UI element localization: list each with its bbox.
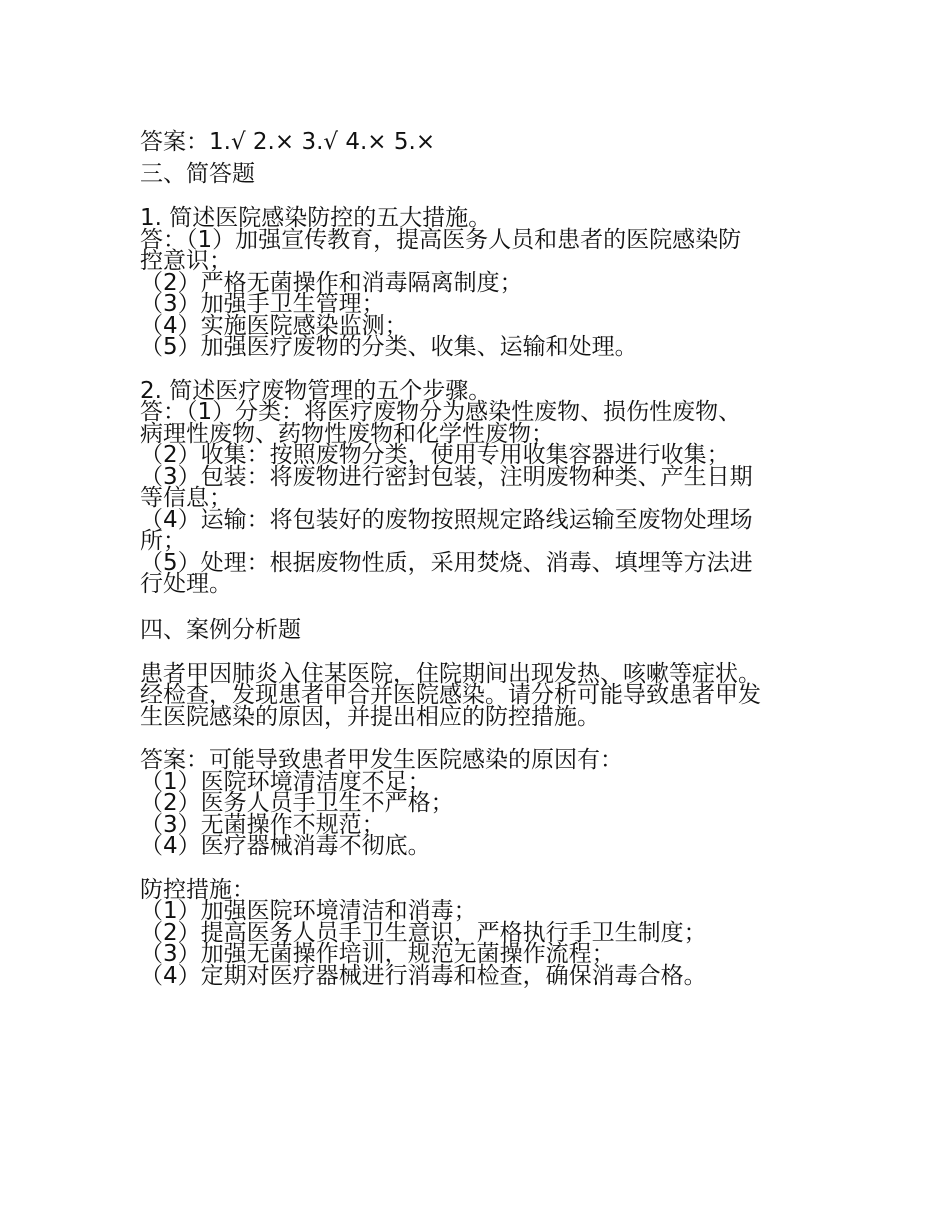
case-line: 生医院感染的原因，并提出相应的防控措施。 [140,703,600,730]
answer-line: 等信息； [140,485,232,511]
answer-line: （2）收集：按照废物分类，使用专用收集容器进行收集； [140,442,730,468]
case-description [140,660,820,730]
document-page [140,124,820,987]
answer-line: （4）实施医院感染监测； [140,312,408,339]
measure-line: （4）定期对医疗器械进行消毒和检查，确保消毒合格。 [140,962,707,989]
answer-line: 行处理。 [140,571,232,597]
answer-line: 答：（1）分类：将医疗废物分为感染性废物、损伤性废物、 [140,399,742,425]
question-1-title: 1. 简述医院感染防控的五大措施。 [140,205,492,231]
cause-line: （4）医疗器械消毒不彻底。 [140,833,431,859]
answer-line: （2）严格无菌操作和消毒隔离制度； [140,269,523,296]
case-line: 患者甲因肺炎入住某医院，住院期间出现发热、咳嗽等症状。 [140,660,761,687]
measure-line: （2）提高医务人员手卫生意识，严格执行手卫生制度； [140,919,707,946]
answer-line: 所； [140,528,186,554]
answer-line: （3）包装：将废物进行密封包装，注明废物种类、产生日期 [140,463,753,490]
section-heading-case-analysis: 四、案例分析题 [140,616,301,643]
answer-line: （3）加强手卫生管理； [140,291,385,317]
question-2-block [140,377,820,597]
section-heading-short-answer: 三、简答题 [140,161,255,187]
measure-line: （1）加强医院环境清洁和消毒； [140,898,477,924]
cause-line: （2）医务人员手卫生不严格； [140,790,454,816]
answer-line: （4）运输：将包装好的废物按照规定路线运输至废物处理场 [140,506,753,533]
question-1-block [140,205,820,360]
answer-line: 病理性废物、药物性废物和化学性废物； [140,420,554,447]
cause-line: 答案：可能导致患者甲发生医院感染的原因有： [140,747,623,773]
question-2-title: 2. 简述医疗废物管理的五个步骤。 [140,377,492,404]
measure-line: 防控措施： [140,876,255,903]
case-causes [140,747,820,859]
cause-line: （1）医院环境清洁度不足； [140,768,431,795]
answer-line: （5）加强医疗废物的分类、收集、运输和处理。 [140,334,638,360]
case-line: 经检查，发现患者甲合并医院感染。请分析可能导致患者甲发 [140,682,761,708]
measure-line: （3）加强无菌操作培训，规范无菌操作流程； [140,941,615,967]
answer-line: 控意识； [140,248,232,274]
cause-line: （3）无菌操作不规范； [140,811,385,838]
answer-line: 答：（1）加强宣传教育，提高医务人员和患者的医院感染防 [140,226,742,253]
answer-line: （5）处理：根据废物性质，采用焚烧、消毒、填埋等方法进 [140,549,753,576]
case-measures [140,876,820,989]
true-false-answers: 答案：1.√ 2.× 3.√ 4.× 5.× [140,129,436,155]
